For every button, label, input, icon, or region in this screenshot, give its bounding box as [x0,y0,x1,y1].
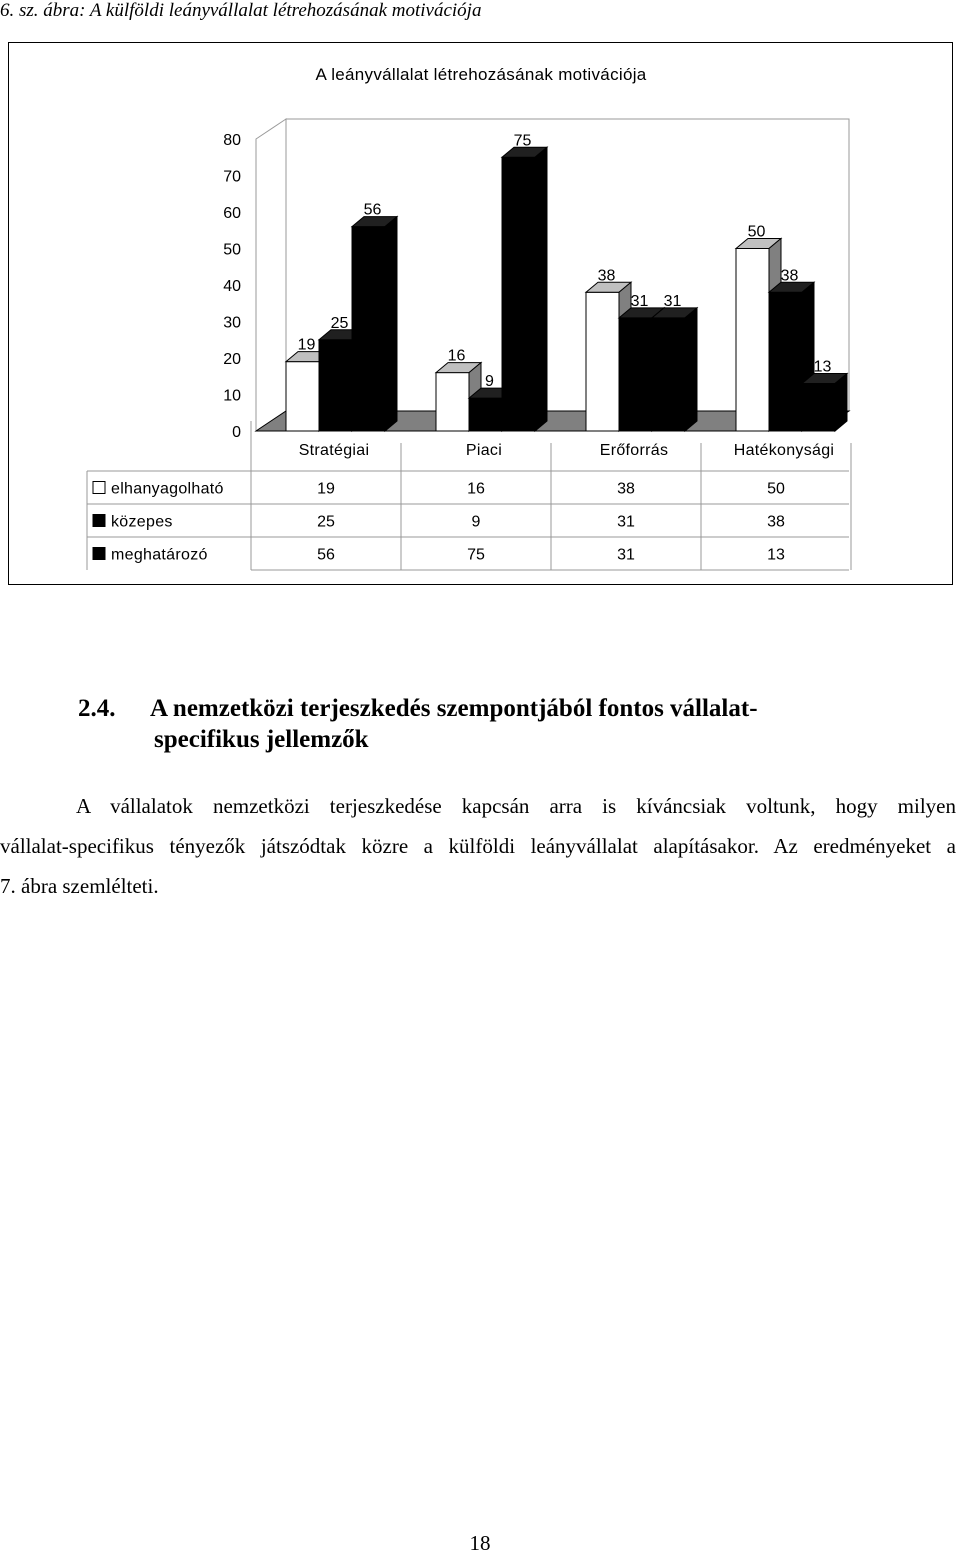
legend-label: meghatározó [111,546,208,564]
y-tick-label: 30 [223,314,241,332]
data-label: 31 [663,292,682,310]
bar-front [769,292,802,431]
y-tick-label: 60 [223,205,241,222]
table-value: 13 [767,546,785,564]
bar-side [385,217,397,431]
chart-frame [8,42,953,585]
body-paragraph [0,786,956,906]
data-label: 50 [747,223,766,241]
paragraph-line: vállalat-specifikus tényezők játszódtak közre a külföldi leányvállalat alapításakor. Az eredményeket a [0,834,956,858]
data-label: 9 [485,373,494,391]
legend-swatch [93,482,105,494]
bar-front [502,157,535,431]
bar-front [802,384,835,431]
table-value: 25 [317,513,335,531]
bar-side [835,374,847,431]
bar-front [619,318,652,431]
section-number: 2.4. [78,695,116,722]
bar-front [652,318,685,431]
data-label: 38 [780,267,799,285]
side-wall [256,119,286,431]
legend-label: közepes [111,513,173,531]
section-title-line1: A nemzetközi terjeszkedés szempontjából fontos vállalat- [150,695,758,722]
bar-side [535,147,547,431]
x-tick-label: Piaci [465,442,503,459]
bar-side [685,308,697,431]
table-value: 38 [617,480,635,498]
data-label: 56 [363,201,382,219]
data-label: 19 [297,336,316,354]
legend-label: elhanyagolható [111,480,224,498]
bar-chart [9,43,954,586]
table-value: 31 [617,546,635,564]
y-tick-label: 20 [223,351,241,368]
bar-front [436,373,469,431]
figure-caption: 6. sz. ábra: A külföldi leányvállalat létrehozásának motivációja [0,0,482,21]
y-tick-label: 10 [223,387,241,405]
data-label: 75 [513,132,532,150]
section-title-line2: specifikus jellemzők [154,726,369,753]
y-tick-label: 80 [223,132,241,149]
table-value: 75 [467,546,485,564]
y-tick-label: 70 [223,168,241,186]
table-value: 56 [317,546,335,564]
x-tick-label: Hatékonysági [733,442,835,459]
bar-front [736,249,769,432]
bar-front [352,227,385,431]
table-value: 19 [317,480,335,498]
y-tick-label: 40 [223,278,241,295]
bar-front [286,362,319,431]
table-value: 38 [767,513,785,531]
table-value: 9 [471,513,481,531]
table-value: 31 [617,513,635,531]
chart-title: A leányvállalat létrehozásának motivációja [315,65,647,84]
legend-swatch [93,548,105,560]
data-label: 38 [597,267,616,285]
x-tick-label: Stratégiai [298,442,370,459]
table-value: 50 [767,480,785,498]
bar-front [319,340,352,431]
bar-front [469,398,502,431]
y-tick-label: 0 [232,424,241,441]
paragraph-line: A vállalatok nemzetközi terjeszkedése kapcsán arra is kíváncsiak voltunk, hogy milyen [76,794,956,818]
paragraph-line: 7. ábra szemlélteti. [0,874,159,898]
table-value: 16 [467,480,485,498]
data-label: 16 [447,347,466,365]
data-label: 31 [630,292,649,310]
data-label: 25 [330,314,349,332]
y-tick-label: 50 [223,241,241,259]
x-tick-label: Erőforrás [599,442,669,459]
section-heading [78,693,938,755]
bar-front [586,292,619,431]
page-number: 18 [469,1531,491,1555]
legend-swatch [93,515,105,527]
data-label: 13 [813,358,832,376]
